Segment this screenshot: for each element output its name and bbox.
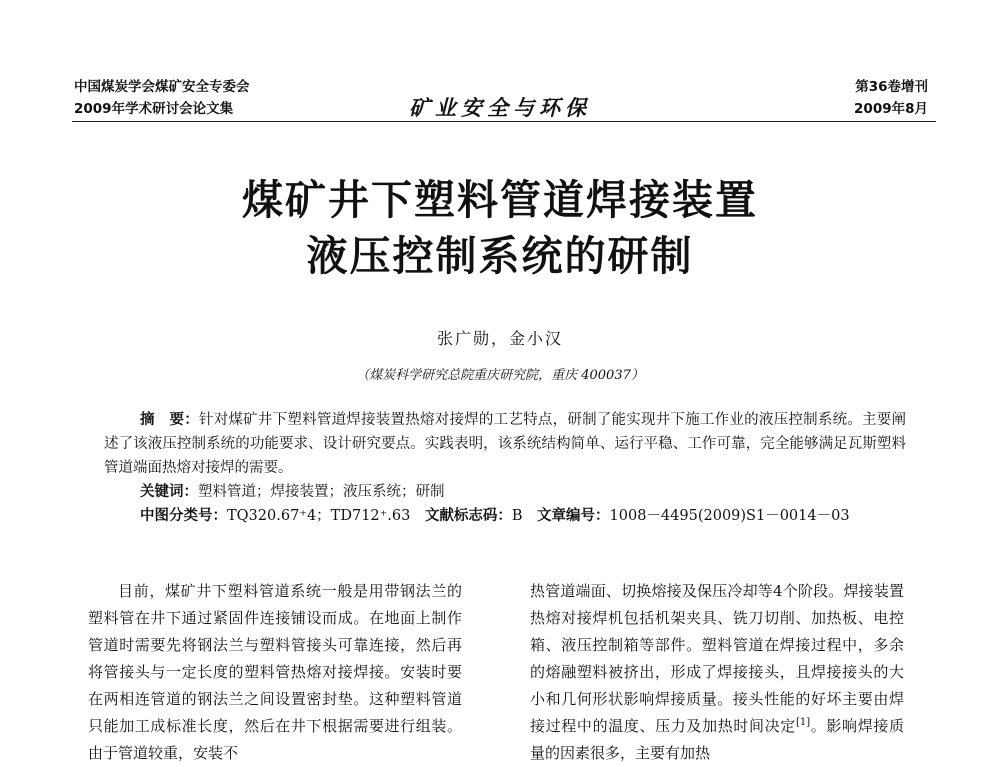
abstract-block (104, 408, 906, 528)
paper-title (0, 172, 1000, 284)
abstract-text: 针对煤矿井下塑料管道焊接装置热熔对接焊的工艺特点，研制了能实现井下施工作业的液压控制系统。主要阐述了该液压控制系统的功能要求、设计研究要点。实践表明，该系统结构简单、运行平稳、工作可靠，完全能够满足瓦斯塑料管道端面热熔对接焊的需要。 (104, 412, 907, 476)
authors: 张广勋，金小汉 (436, 329, 563, 348)
conference-name: 中国煤炭学会煤矿安全专委会 (74, 79, 250, 95)
journal-header-right (854, 76, 928, 120)
doc-code-value: B (511, 508, 523, 524)
body-text: 热管道端面、切换熔接及保压冷却等4个阶段。焊接装置热熔对接焊机包括机架夹具、铣刀切削、加热板、电控箱、液压控制箱等部件。塑料管道在焊接过程中，多余的熔融塑料被挤出，形成了焊接接头，且焊接接头的大小和几何形状影响焊接质量。接头性能的好坏主要由焊接过程中的温度、压力及加热时间决定 (530, 582, 904, 735)
body-column-right (530, 578, 904, 767)
keywords (104, 480, 906, 504)
body-column-left (88, 578, 462, 767)
body-paragraph: 目前，煤矿井下塑料管道系统一般是用带钢法兰的塑料管在井下通过紧固件连接铺设而成。在地面上制作管道时需要先将钢法兰与塑料管接头可靠连接，然后再将管接头与一定长度的塑料管热熔对接焊接。安装时要在两相连管道的钢法兰之间设置密封垫。这种塑料管道只能加工成标准长度，然后在井下根据需要进行组装。由于管道较重，安装不 (88, 582, 462, 762)
volume-issue: 第36卷增刊 (855, 79, 928, 95)
proceedings-name: 2009年学术研讨会论文集 (74, 101, 234, 117)
clc-value: TQ320.67⁺4；TD712⁺.63 (227, 508, 411, 524)
abstract (104, 408, 906, 480)
title-line-1: 煤矿井下塑料管道焊接装置 (242, 176, 758, 224)
body-paragraph-continued (530, 578, 904, 767)
publication-date: 2009年8月 (854, 101, 928, 117)
affiliation: （煤炭科学研究总院重庆研究院，重庆 400037） (356, 368, 644, 383)
header-rule (72, 121, 936, 122)
classification-line (104, 504, 906, 528)
article-no-value: 1008－4495(2009)S1－0014－03 (609, 508, 850, 524)
body-text-after-ref: 。影响焊接质量的因素很多，主要有加热 (530, 717, 904, 762)
keywords-text: 塑料管道；焊接装置；液压系统；研制 (198, 484, 445, 500)
doc-code-label: 文献标志码： (424, 508, 512, 524)
keywords-label: 关键词： (140, 484, 198, 500)
title-line-2: 液压控制系统的研制 (306, 232, 694, 280)
journal-name: 矿业安全与环保 (409, 95, 591, 120)
abstract-label: 摘 要： (140, 412, 199, 428)
clc-label: 中图分类号： (140, 508, 227, 524)
article-no-label: 文章编号： (537, 508, 610, 524)
citation-ref[interactable]: [1] (795, 717, 811, 728)
